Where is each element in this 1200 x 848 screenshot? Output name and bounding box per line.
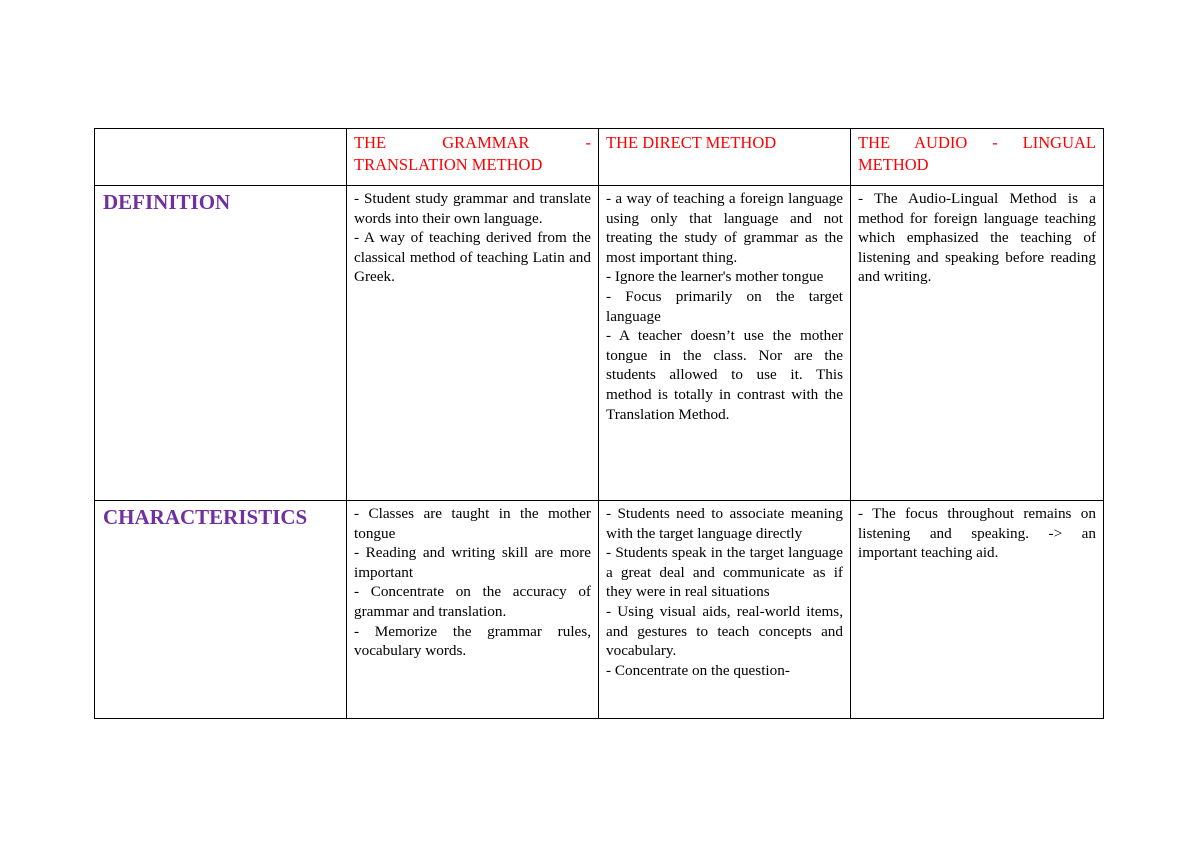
table-header-row <box>95 129 1104 186</box>
cell-characteristics-grammar-translation <box>347 501 599 719</box>
cell-line: - Using visual aids, real-world items, and gestures to teach concepts and vocabulary. <box>606 602 843 660</box>
cell-line: - A teacher doesn’t use the mother tongue in the class. Nor are the students allowed to use it. This method is totally in contrast with the Translation Method. <box>606 327 843 423</box>
header-direct-method: THE DIRECT METHOD <box>599 129 851 186</box>
cell-line: - The Audio-Lingual Method is a method for foreign language teaching which emphasized the teaching of listening and speaking before reading and writing. <box>858 190 1096 286</box>
cell-line: - Classes are taught in the mother tongue <box>354 505 591 542</box>
cell-line: - a way of teaching a foreign language using only that language and not treating the study of grammar as the most important thing. <box>606 190 843 266</box>
cell-line: - Students need to associate meaning with the target language directly <box>606 505 843 542</box>
table-row-definition <box>95 186 1104 501</box>
cell-line: - Focus primarily on the target language <box>606 287 843 325</box>
cell-definition-direct-method <box>599 186 851 501</box>
row-label-characteristics: CHARACTERISTICS <box>95 501 347 719</box>
cell-line: - Memorize the grammar rules, vocabulary words. <box>354 622 591 660</box>
header-cell-empty <box>95 129 347 186</box>
cell-line: - Students speak in the target language a great deal and communicate as if they were in real situations <box>606 544 843 601</box>
cell-line: - Student study grammar and translate words into their own language. <box>354 190 591 227</box>
cell-characteristics-direct-method <box>599 501 851 719</box>
table-row-characteristics <box>95 501 1104 719</box>
cell-line: - Reading and writing skill are more important <box>354 544 591 581</box>
cell-line: - A way of teaching derived from the classical method of teaching Latin and Greek. <box>354 229 591 286</box>
header-grammar-translation: THE GRAMMAR - TRANSLATION METHOD <box>347 129 599 186</box>
cell-characteristics-audio-lingual <box>851 501 1104 719</box>
header-audio-lingual: THE AUDIO - LINGUAL METHOD <box>851 129 1104 186</box>
comparison-table <box>94 128 1104 719</box>
cell-line: - Ignore the learner's mother tongue <box>606 268 824 286</box>
cell-definition-grammar-translation <box>347 186 599 501</box>
cell-line: - The focus throughout remains on listening and speaking. -> an important teaching aid. <box>858 505 1096 562</box>
cell-definition-audio-lingual <box>851 186 1104 501</box>
cell-line: - Concentrate on the question- <box>606 661 790 679</box>
cell-line: - Concentrate on the accuracy of grammar and translation. <box>354 583 591 620</box>
row-label-definition: DEFINITION <box>95 186 347 501</box>
